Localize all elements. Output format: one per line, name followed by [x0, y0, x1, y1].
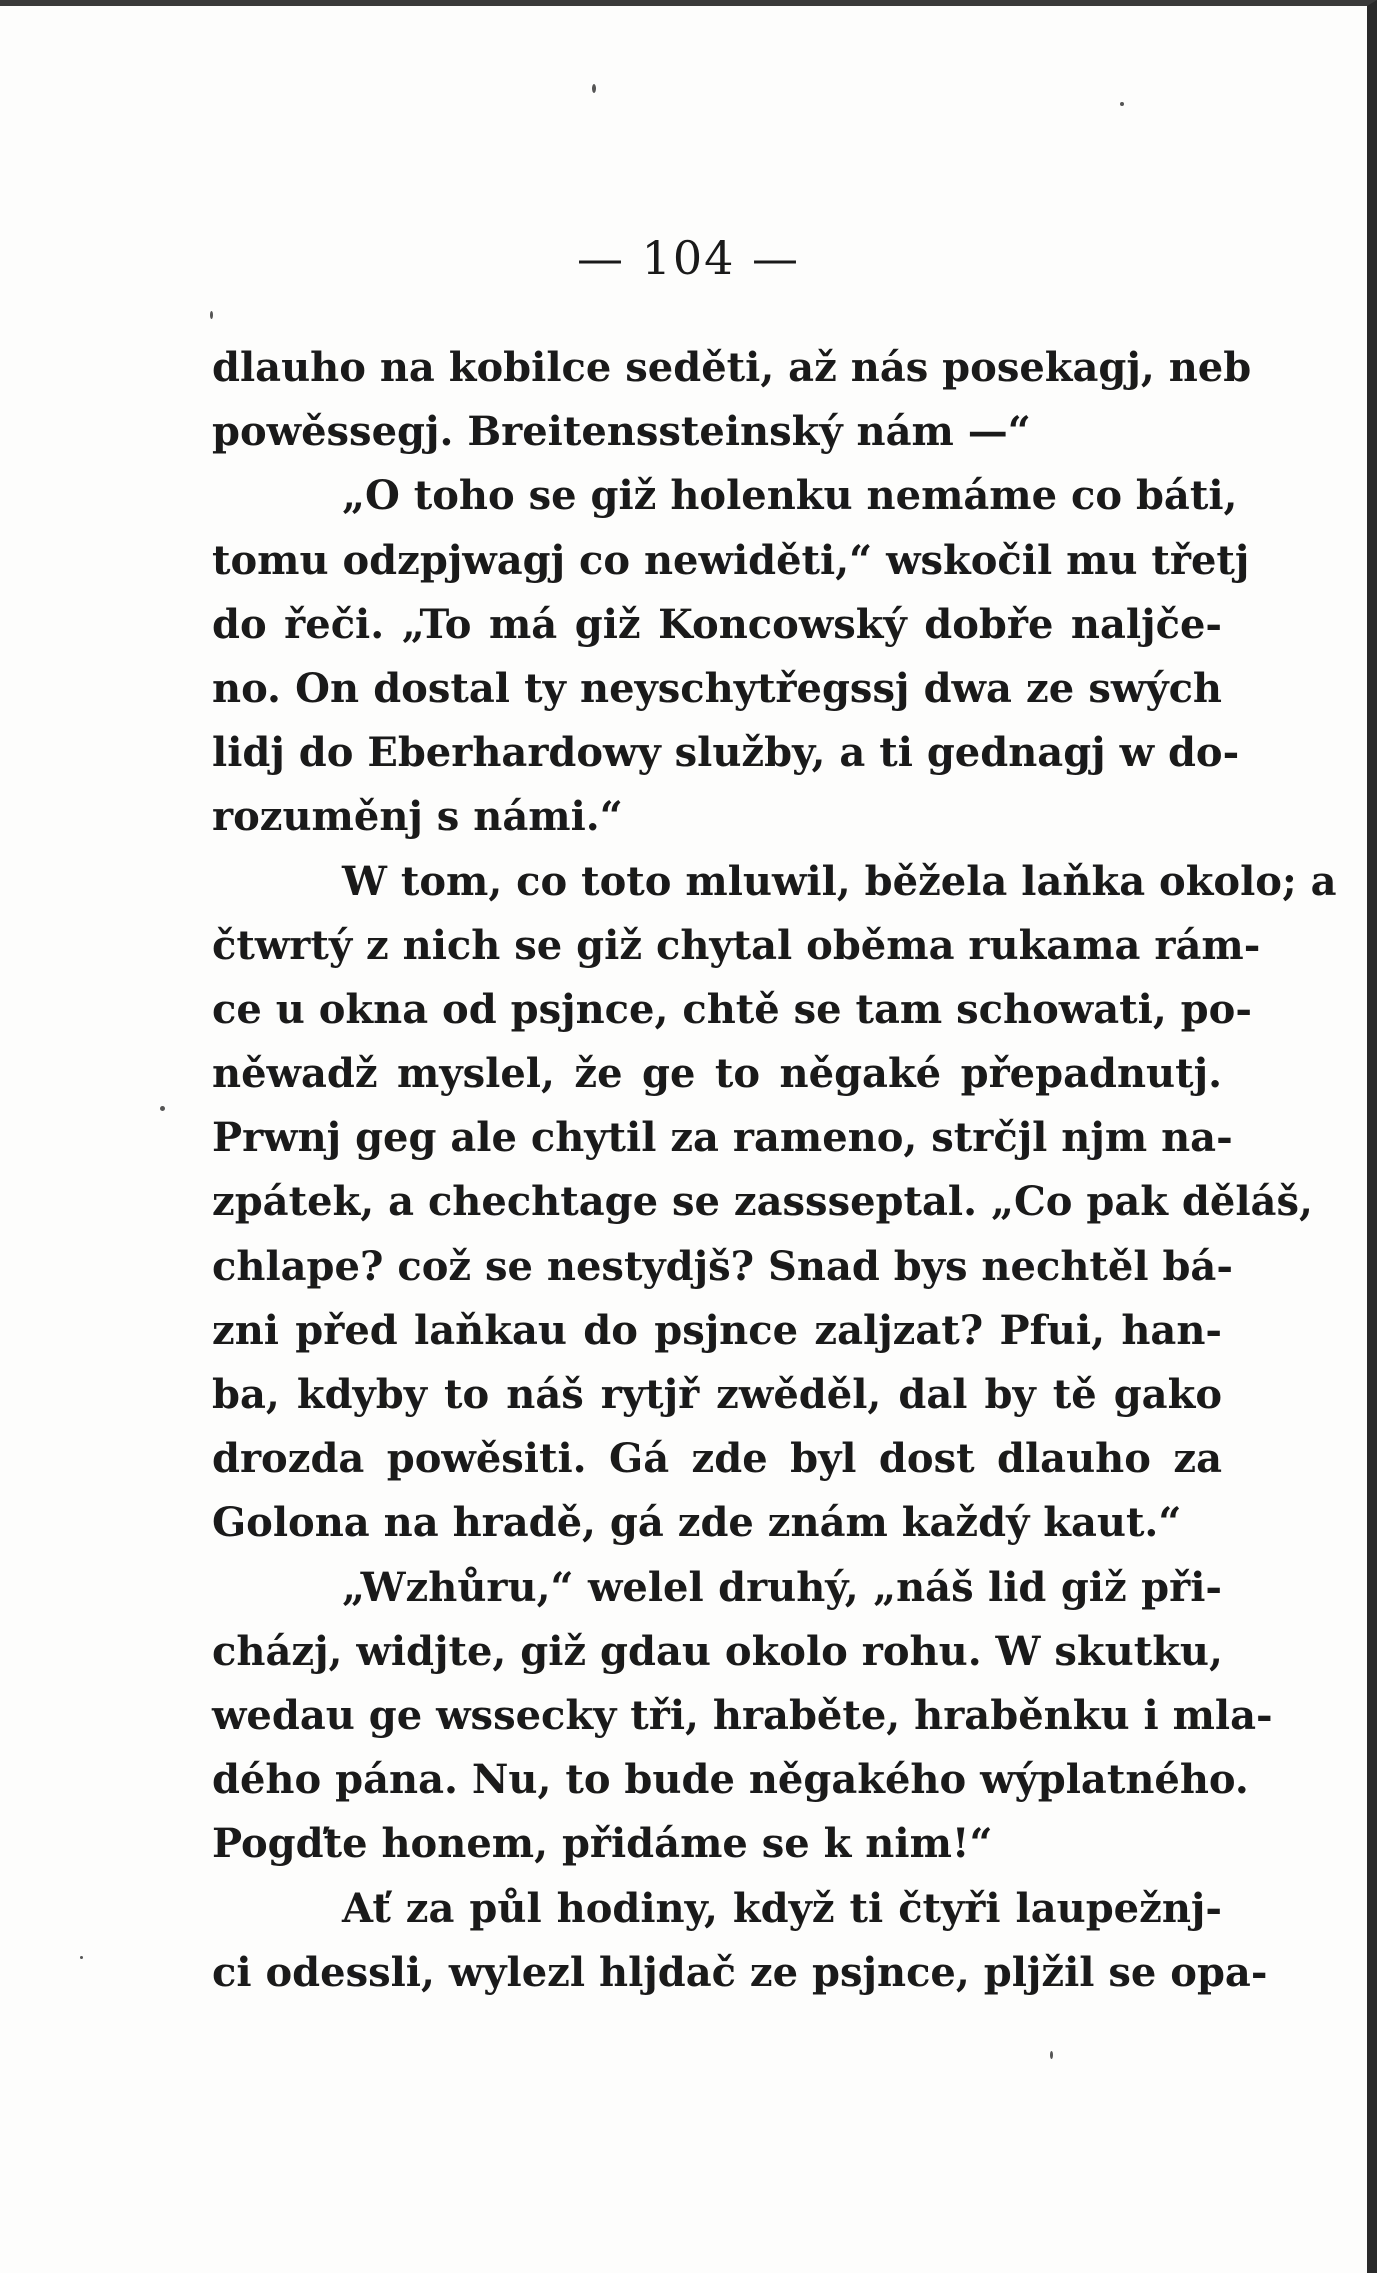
text-line: dlauho na kobilce seděti, až nás posekagj, neb [212, 344, 1252, 391]
print-speck [210, 311, 213, 319]
text-line: powěssegj. Breitenssteinský nám —“ [212, 408, 1031, 456]
text-line: ba, kdyby to náš rytjř zwěděl, dal by tě gako [212, 1371, 1222, 1418]
text-line: tomu odzpjwagj co newiděti,“ wskočil mu třetj [212, 536, 1250, 584]
text-line: dého pána. Nu, to bude něgakého wýplatného. [212, 1756, 1249, 1804]
text-line: „Wzhůru,“ welel druhý, „náš lid giž při- [342, 1563, 1222, 1611]
text-line: chlape? což se nestydjš? Snad bys nechtěl bá- [212, 1242, 1233, 1290]
text-line: něwadž myslel, že ge to něgaké přepadnutj. [212, 1050, 1222, 1098]
text-line: drozda powěsiti. Gá zde byl dost dlauho za [212, 1435, 1222, 1483]
text-line: Ať za půl hodiny, když ti čtyři laupežnj- [342, 1884, 1222, 1932]
print-speck [160, 1106, 165, 1111]
text-line: zni před laňkau do psjnce zaljzat? Pfui, han- [212, 1306, 1222, 1354]
text-line: „O toho se giž holenku nemáme co báti, [342, 472, 1238, 520]
text-line: Pogďte honem, přidáme se k nim!“ [212, 1820, 993, 1868]
print-speck [1120, 102, 1124, 106]
print-speck [592, 84, 596, 93]
text-line: ce u okna od psjnce, chtě se tam schowati, po- [212, 985, 1252, 1033]
print-speck [1050, 2051, 1053, 2059]
text-line: no. On dostal ty neyschytřegssj dwa ze swých [212, 664, 1222, 712]
text-line: cházj, widjte, giž gdau okolo rohu. W skutku, [212, 1627, 1223, 1675]
text-line: čtwrtý z nich se giž chytal oběma rukama rám- [212, 921, 1261, 969]
text-line: lidj do Eberhardowy služby, a ti gednagj w do- [212, 729, 1240, 777]
text-line: wedau ge wssecky tři, hraběte, hraběnku i mla- [212, 1691, 1273, 1739]
text-line: do řeči. „To má giž Koncowský dobře naljče- [212, 600, 1222, 648]
body-text [212, 336, 1337, 2005]
text-line: Golona na hradě, gá zde znám každý kaut.“ [212, 1499, 1182, 1547]
print-speck [80, 1956, 83, 1959]
text-line: W tom, co toto mluwil, běžela laňka okolo; a [342, 857, 1337, 905]
text-line: zpátek, a chechtage se zassseptal. „Co pak děláš, [212, 1178, 1313, 1226]
text-line: Prwnj geg ale chytil za rameno, strčjl njm na- [212, 1114, 1233, 1162]
text-line: ci odessli, wylezl hljdač ze psjnce, pljžil se opa- [212, 1948, 1268, 1996]
text-line: rozuměnj s námi.“ [212, 793, 623, 841]
page-number: — 104 — [576, 231, 801, 285]
